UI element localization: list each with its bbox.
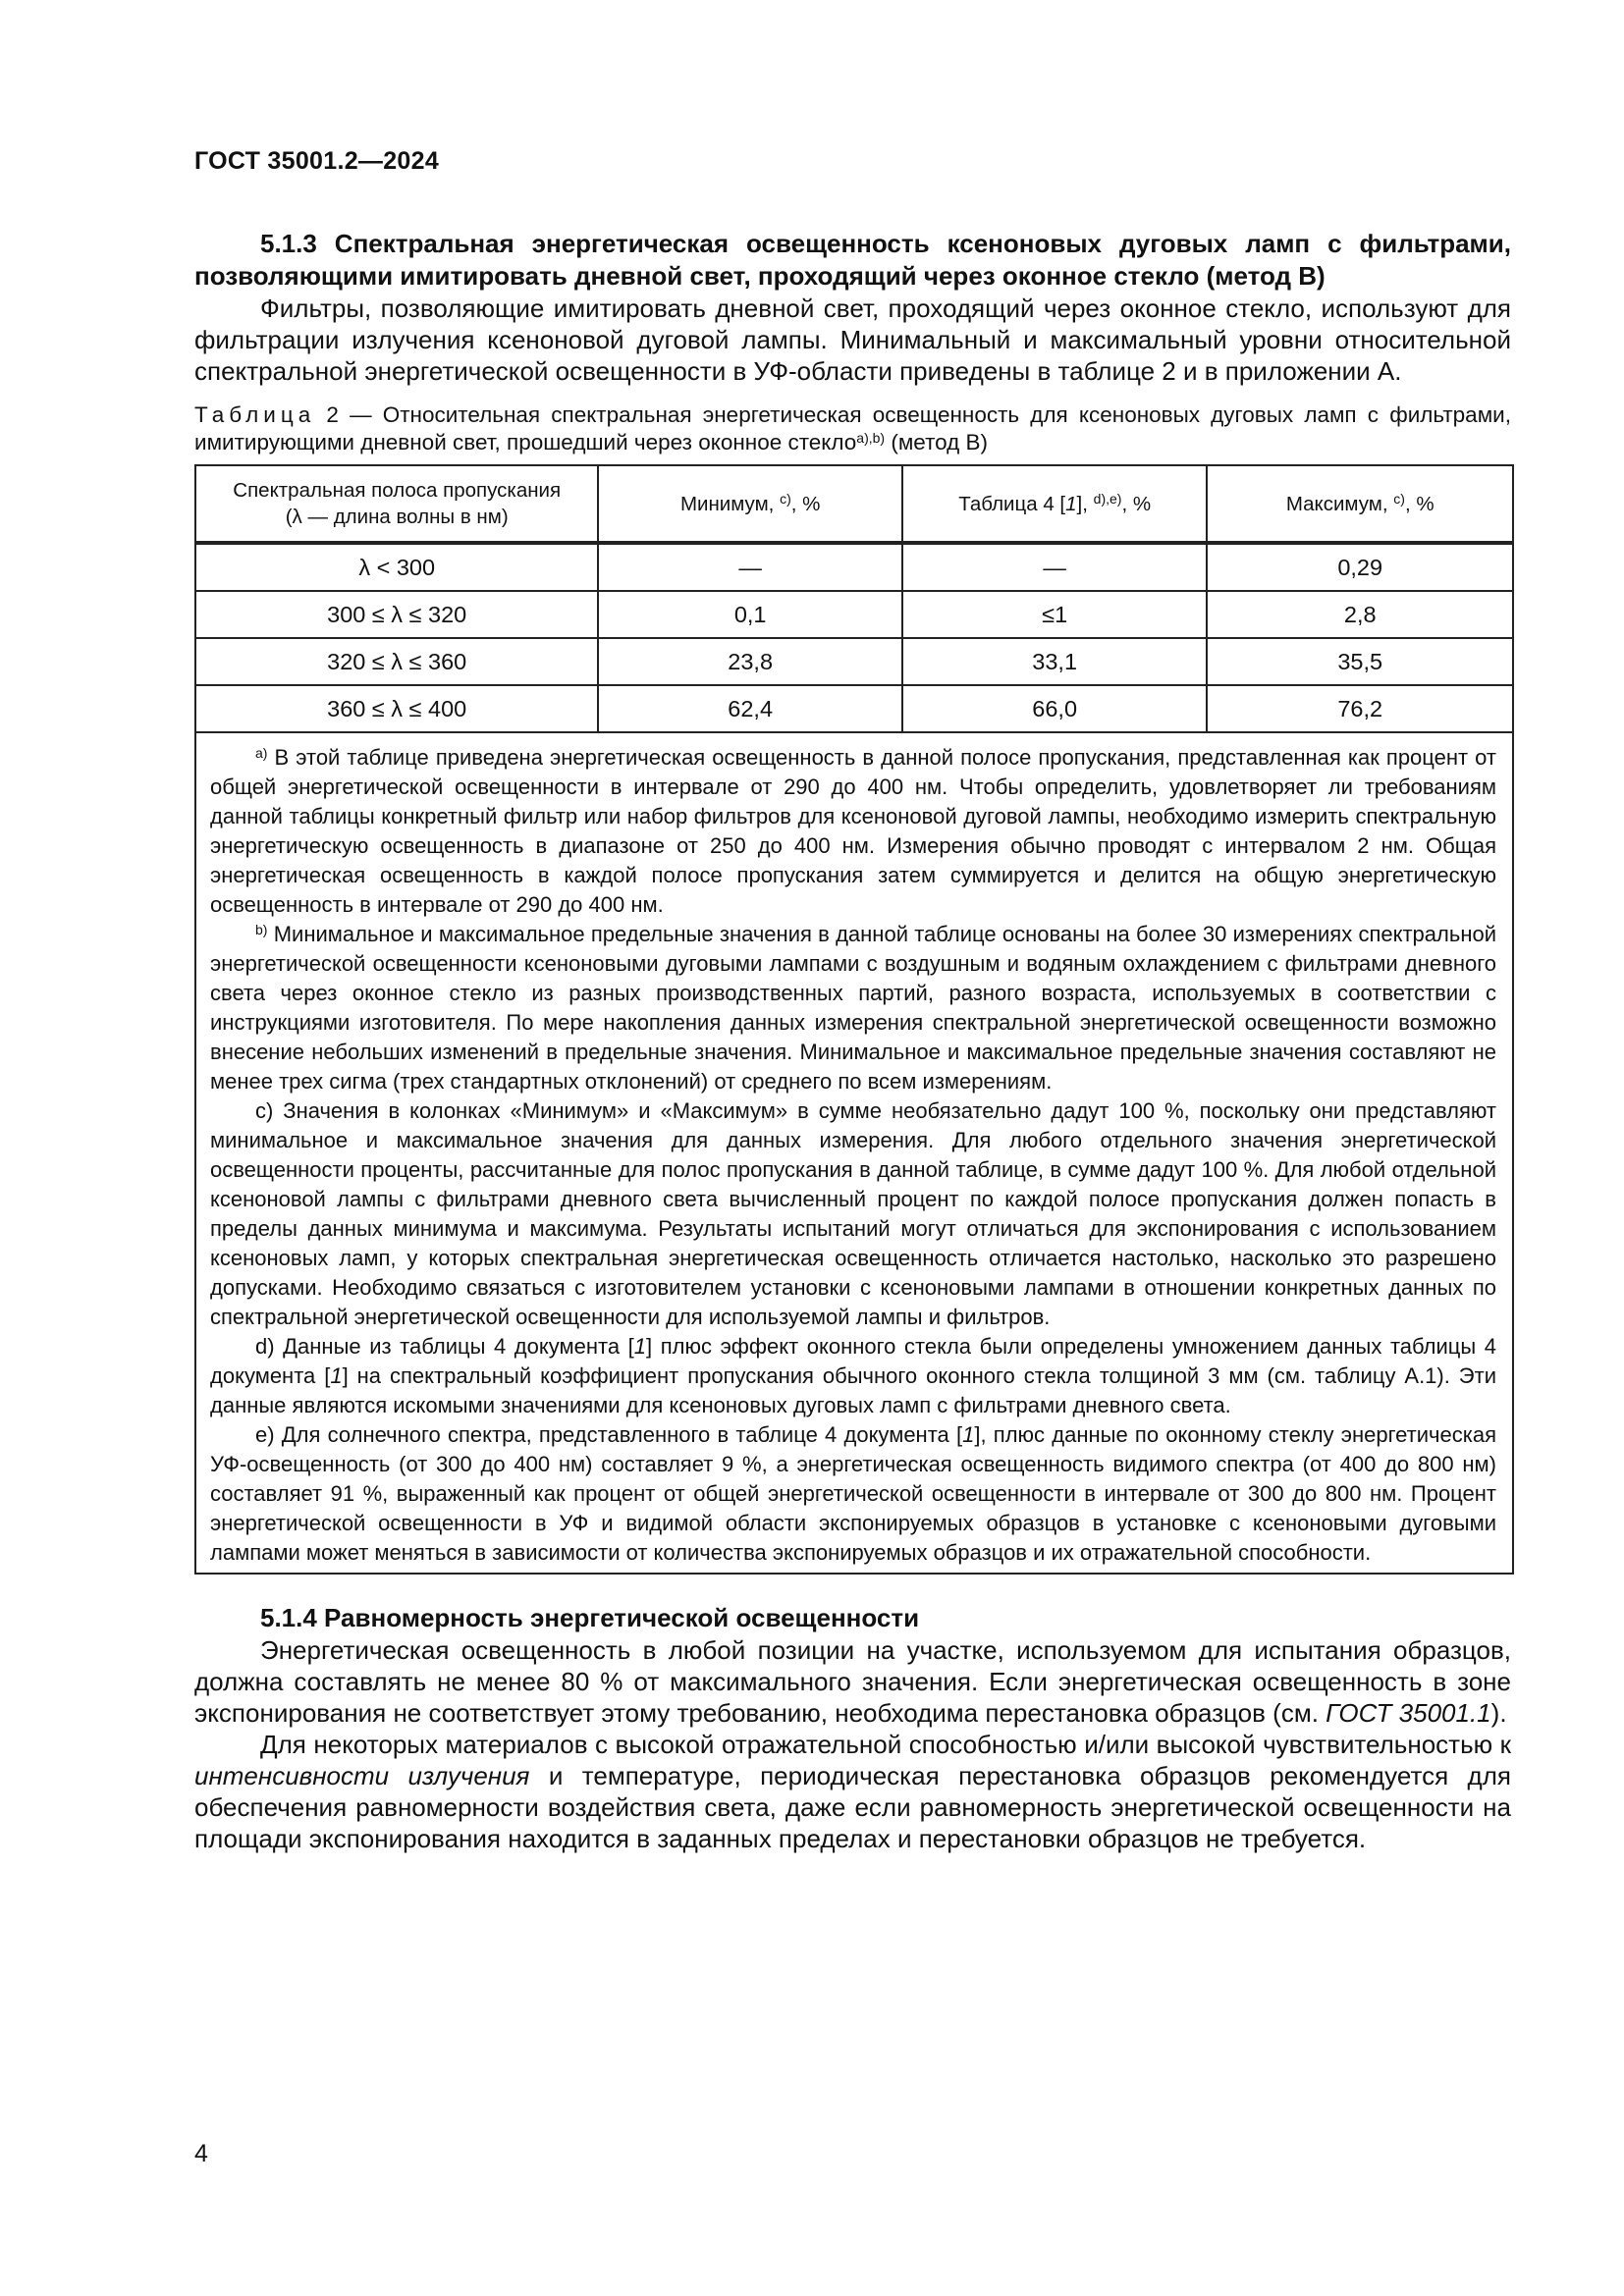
term-emphasis: интенсивности излучения (194, 1761, 530, 1790)
col-header-table4-bracket: ], (1076, 492, 1088, 515)
note-a-text: В этой таблице приведена энергетическая освещенность в данной полосе пропускания, представленная как процент от общей энергетической освещенности в интервале от 290 до 400 нм. Чтобы определить, удовлетворяет ли требованиям данной таблицы конкретный фильтр или набор фильтров для ксеноновой дуговой лампы, необходимо измерить спектральную энергетическую освещенность в диапазоне от 250 до 400 нм. Измерения обычно проводят с интервалом 2 нм. Общая энергетическая освещенность в каждой полосе пропускания затем суммируется и делится на общую энергетическую освещенность в интервале от 290 до 400 нм. (210, 745, 1496, 917)
document-header: ГОСТ 35001.2—2024 (194, 147, 440, 175)
cell-maximum: 0,29 (1207, 543, 1513, 591)
section-5-1-4-paragraph-2 (194, 1729, 1511, 1854)
cell-maximum: 2,8 (1207, 591, 1513, 638)
cell-minimum: 62,4 (598, 685, 902, 732)
cell-minimum: 23,8 (598, 638, 902, 685)
table-row (195, 638, 1513, 685)
paragraph-1-tail: ). (1490, 1698, 1507, 1728)
cell-band: 360 ≤ λ ≤ 400 (195, 685, 598, 732)
note-a-marker: a) (255, 745, 268, 761)
table-caption-text: — Относительная спектральная энергетическая освещенность для ксеноновых дуговых ламп с фильтрами, имитирующими дневной свет, прошедший через оконное стекло (194, 402, 1511, 454)
paragraph-1-text: Энергетическая освещенность в любой позиции на участке, используемом для испытания образцов, должна составлять не менее 80 % от максимального значения. Если энергетическая освещенность в зоне экспонирования не соответствует этому требованию, необходима перестановка образцов (см. (194, 1635, 1511, 1728)
cell-band: λ < 300 (195, 543, 598, 591)
table-header-row (195, 465, 1513, 543)
note-a (210, 743, 1496, 920)
table-row (195, 591, 1513, 638)
paragraph-2-tail: и температуре, периодическая перестановка образцов рекомендуется для обеспечения равномерности воздействия света, даже если равномерность энергетической освещенности на площади экспонирования находится в заданных пределах и перестановки образцов не требуется. (194, 1761, 1511, 1853)
note-d-text-3: ] на спектральный коэффициент пропускания обычного оконного стекла толщиной 3 мм (см. таблицу А.1). Эти данные являются искомыми значениями для ксеноновых дуговых ламп с фильтрами дневного света. (210, 1363, 1496, 1417)
cell-minimum: 0,1 (598, 591, 902, 638)
section-5-1-3-paragraph: Фильтры, позволяющие имитировать дневной свет, проходящий через оконное стекло, используют для фильтрации излучения ксеноновой дуговой лампы. Минимальный и максимальный уровни относительной спектральной энергетической освещенности в УФ-области приведены в таблице 2 и в приложении А. (194, 294, 1511, 386)
cell-table4: 66,0 (902, 685, 1208, 732)
col-header-maximum (1207, 465, 1513, 543)
note-b (210, 920, 1496, 1096)
note-d-text-1: d) Данные из таблицы 4 документа [ (255, 1334, 634, 1359)
cell-band: 320 ≤ λ ≤ 360 (195, 638, 598, 685)
table-notes (195, 732, 1513, 1574)
col-header-minimum (598, 465, 902, 543)
col-header-table4-sup: d),e) (1093, 490, 1122, 507)
table-caption-label: Таблица (194, 402, 316, 427)
page-number: 4 (194, 2140, 208, 2167)
note-d (210, 1332, 1496, 1420)
note-e-text-2: ], плюс данные по оконному стеклу энергетическая УФ-освещенность (от 300 до 400 нм) составляет 9 %, а энергетическая освещенность видимого спектра (от 400 до 800 нм) составляет 91 %, выраженный как процент от общей энергетической освещенности в интервале от 300 до 800 нм. Процент энергетической освещенности в УФ и видимой области экспонируемых образцов в установке с ксеноновыми дуговыми лампами может меняться в зависимости от количества экспонируемых образцов и их отражательной способности. (210, 1422, 1496, 1565)
spectral-irradiance-table (194, 464, 1514, 1575)
col-header-maximum-unit: , % (1404, 492, 1435, 515)
cell-table4: ≤1 (902, 591, 1208, 638)
cell-table4: — (902, 543, 1208, 591)
paragraph-2-text: Для некоторых материалов с высокой отражательной способностью и/или высокой чувствительностью к (260, 1730, 1511, 1759)
page-content (194, 228, 1511, 1854)
note-d-ref-2: 1 (330, 1363, 343, 1388)
col-header-band (195, 465, 598, 543)
note-b-text: Минимальное и максимальное предельные значения в данной таблице основаны на более 30 измерениях спектральной энергетической освещенности ксеноновыми дуговыми лампами с воздушным и водяным охлаждением с фильтрами дневного света через оконное стекло из разных производственных партий, разного возраста, используемых в соответствии с инструкциями изготовителя. По мере накопления данных измерения спектральной энергетической освещенности возможно внесение небольших изменений в предельные значения. Минимальное и максимальное предельные значения составляют не менее трех сигма (трех стандартных отклонений) от среднего по всем измерениям. (210, 922, 1496, 1094)
note-c: c) Значения в колонках «Минимум» и «Максимум» в сумме необязательно дадут 100 %, поскольку они представляют минимальное и максимальное значения для данных измерения. Для любого отдельного значения энергетической освещенности проценты, рассчитанные для полос пропускания в данной таблице, в сумме дадут 100 %. Для любой отдельной ксеноновой лампы с фильтрами дневного света вычисленный процент по каждой полосе пропускания должен попасть в пределы данных минимума и максимума. Результаты испытаний могут отличаться для экспонирования с использованием ксеноновых ламп, у которых спектральная энергетическая освещенность отличается настолько, насколько это разрешено допусками. Необходимо связаться с изготовителем установки с ксеноновыми лампами в отношении конкретных данных по спектральной энергетической освещенности для используемой лампы и фильтров. (210, 1098, 1496, 1329)
table-caption-tail: (метод В) (885, 430, 989, 454)
col-header-table4-label: Таблица 4 [ (958, 492, 1066, 515)
note-e (210, 1420, 1496, 1568)
col-header-band-line1: Спектральная полоса пропускания (233, 479, 562, 502)
col-header-table4-unit: , % (1121, 492, 1152, 515)
section-5-1-4-heading: 5.1.4 Равномерность энергетической освещенности (260, 1603, 920, 1632)
col-header-minimum-label: Минимум, (679, 492, 775, 515)
section-5-1-3-heading: 5.1.3 Спектральная энергетическая освещенность ксеноновых дуговых ламп с фильтрами, позволяющими имитировать дневной свет, проходящий через оконное стекло (метод В) (194, 229, 1511, 291)
gost-reference-link[interactable]: ГОСТ 35001.1 (1326, 1698, 1491, 1728)
cell-table4: 33,1 (902, 638, 1208, 685)
cell-maximum: 35,5 (1207, 638, 1513, 685)
note-b-marker: b) (255, 922, 268, 937)
note-e-text-1: e) Для солнечного спектра, представленного в таблице 4 документа [ (255, 1422, 963, 1447)
table-row (195, 685, 1513, 732)
col-header-maximum-sup: c) (1393, 490, 1405, 507)
note-d-text-2: ] плюс эффект оконного стекла были определены умножением данных таблицы 4 документа [ (210, 1334, 1496, 1388)
col-header-table4 (902, 465, 1208, 543)
table-caption (194, 401, 1511, 456)
note-e-ref: 1 (962, 1422, 975, 1447)
table-notes-row (195, 732, 1513, 1574)
table-row (195, 543, 1513, 591)
table-caption-footnote-ref: a),b) (856, 430, 886, 446)
col-header-minimum-unit: , % (790, 492, 821, 515)
cell-maximum: 76,2 (1207, 685, 1513, 732)
cell-band: 300 ≤ λ ≤ 320 (195, 591, 598, 638)
section-5-1-4-paragraph-1 (194, 1634, 1511, 1729)
col-header-band-line2: (λ — длина волны в нм) (285, 506, 509, 528)
col-header-table4-ref: 1 (1065, 492, 1077, 515)
col-header-maximum-label: Максимум, (1285, 492, 1388, 515)
note-d-ref-1: 1 (633, 1334, 647, 1359)
table-caption-number: 2 (326, 402, 339, 427)
cell-minimum: — (598, 543, 902, 591)
col-header-minimum-sup: c) (780, 490, 791, 507)
